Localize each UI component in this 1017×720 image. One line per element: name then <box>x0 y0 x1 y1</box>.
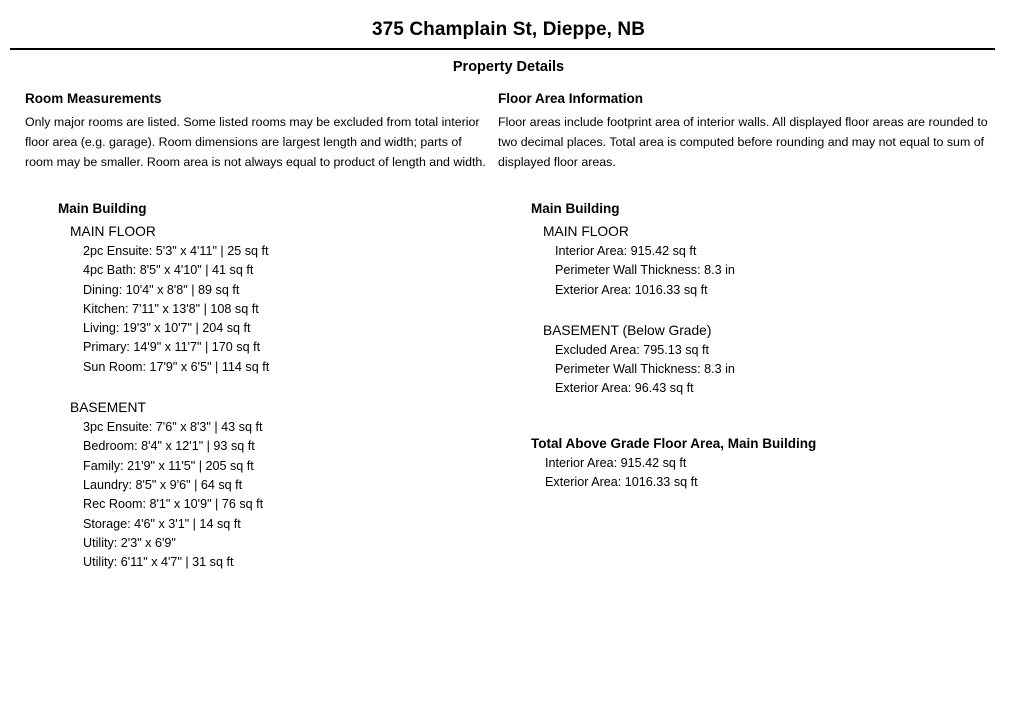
area-block-main-floor <box>498 221 997 300</box>
level-label: BASEMENT <box>70 400 146 416</box>
level-block-main-floor <box>25 221 490 377</box>
list-item: Exterior Area: 1016.33 sq ft <box>545 475 698 490</box>
list-item: Laundry: 8'5" x 9'6" | 64 sq ft <box>83 477 243 492</box>
list-item: Exterior Area: 1016.33 sq ft <box>555 282 708 297</box>
floor-area-heading: Floor Area Information <box>498 91 644 106</box>
list-item: 4pc Bath: 8'5" x 4'10" | 41 sq ft <box>83 263 254 278</box>
list-item: 3pc Ensuite: 7'6" x 8'3" | 43 sq ft <box>83 420 263 435</box>
list-item: Bedroom: 8'4" x 12'1" | 93 sq ft <box>83 439 255 454</box>
list-item: Interior Area: 915.42 sq ft <box>555 244 697 258</box>
area-list-basement <box>498 341 997 399</box>
room-measurements-heading: Room Measurements <box>25 91 162 106</box>
total-above-grade-block <box>498 433 997 493</box>
level-label: BASEMENT (Below Grade) <box>543 322 712 338</box>
level-label: MAIN FLOOR <box>543 224 629 239</box>
total-above-grade-heading: Total Above Grade Floor Area, Main Building <box>531 435 817 451</box>
room-measurements-details <box>25 198 490 572</box>
area-block-basement <box>498 320 997 399</box>
level-block-basement <box>25 397 490 572</box>
list-item: Primary: 14'9" x 11'7" | 170 sq ft <box>83 340 261 355</box>
list-item: Kitchen: 7'11" x 13'8" | 108 sq ft <box>83 301 259 316</box>
floor-area-note: Floor areas include footprint area of interior walls. All displayed floor areas are rounded to two decimal places. Total area is computed before rounding and may not equal to sum of displayed floor areas. <box>498 115 988 169</box>
list-item: Perimeter Wall Thickness: 8.3 in <box>555 263 735 278</box>
list-item: Family: 21'9" x 11'5" | 205 sq ft <box>83 458 254 473</box>
list-item: Storage: 4'6" x 3'1" | 14 sq ft <box>83 516 241 531</box>
list-item: 2pc Ensuite: 5'3" x 4'11" | 25 sq ft <box>83 244 269 258</box>
list-item: Rec Room: 8'1" x 10'9" | 76 sq ft <box>83 497 264 512</box>
list-item: Utility: 2'3" x 6'9" <box>83 535 176 550</box>
list-item: Sun Room: 17'9" x 6'5" | 114 sq ft <box>83 359 270 374</box>
list-item: Excluded Area: 795.13 sq ft <box>555 342 710 357</box>
room-measurements-note: Only major rooms are listed. Some listed rooms may be excluded from total interior floor area (e.g. garage). Room dimensions are largest length and width; parts of room may be smaller. Room area is not always equal to product of length and width. <box>25 115 486 169</box>
list-item: Dining: 10'4" x 8'8" | 89 sq ft <box>83 282 240 297</box>
level-label: MAIN FLOOR <box>70 224 156 239</box>
building-label: Main Building <box>58 201 147 216</box>
room-measurements-column <box>0 90 498 572</box>
page-title: 375 Champlain St, Dieppe, NB <box>371 19 646 40</box>
area-list-main-floor <box>498 242 997 300</box>
room-list-main-floor <box>25 242 490 377</box>
list-item: Perimeter Wall Thickness: 8.3 in <box>555 362 735 377</box>
list-item: Living: 19'3" x 10'7" | 204 sq ft <box>83 321 251 336</box>
total-above-grade-list <box>498 454 997 493</box>
building-label: Main Building <box>531 201 620 216</box>
list-item: Exterior Area: 96.43 sq ft <box>555 381 694 396</box>
page-header <box>0 0 1017 76</box>
content-columns <box>0 90 1017 572</box>
room-list-basement <box>25 418 490 572</box>
list-item: Utility: 6'11" x 4'7" | 31 sq ft <box>83 555 234 570</box>
floor-area-information-column <box>498 90 1017 492</box>
page-subtitle: Property Details <box>452 59 565 75</box>
floor-area-details <box>498 198 997 492</box>
list-item: Interior Area: 915.42 sq ft <box>545 455 687 470</box>
header-divider <box>10 48 995 50</box>
